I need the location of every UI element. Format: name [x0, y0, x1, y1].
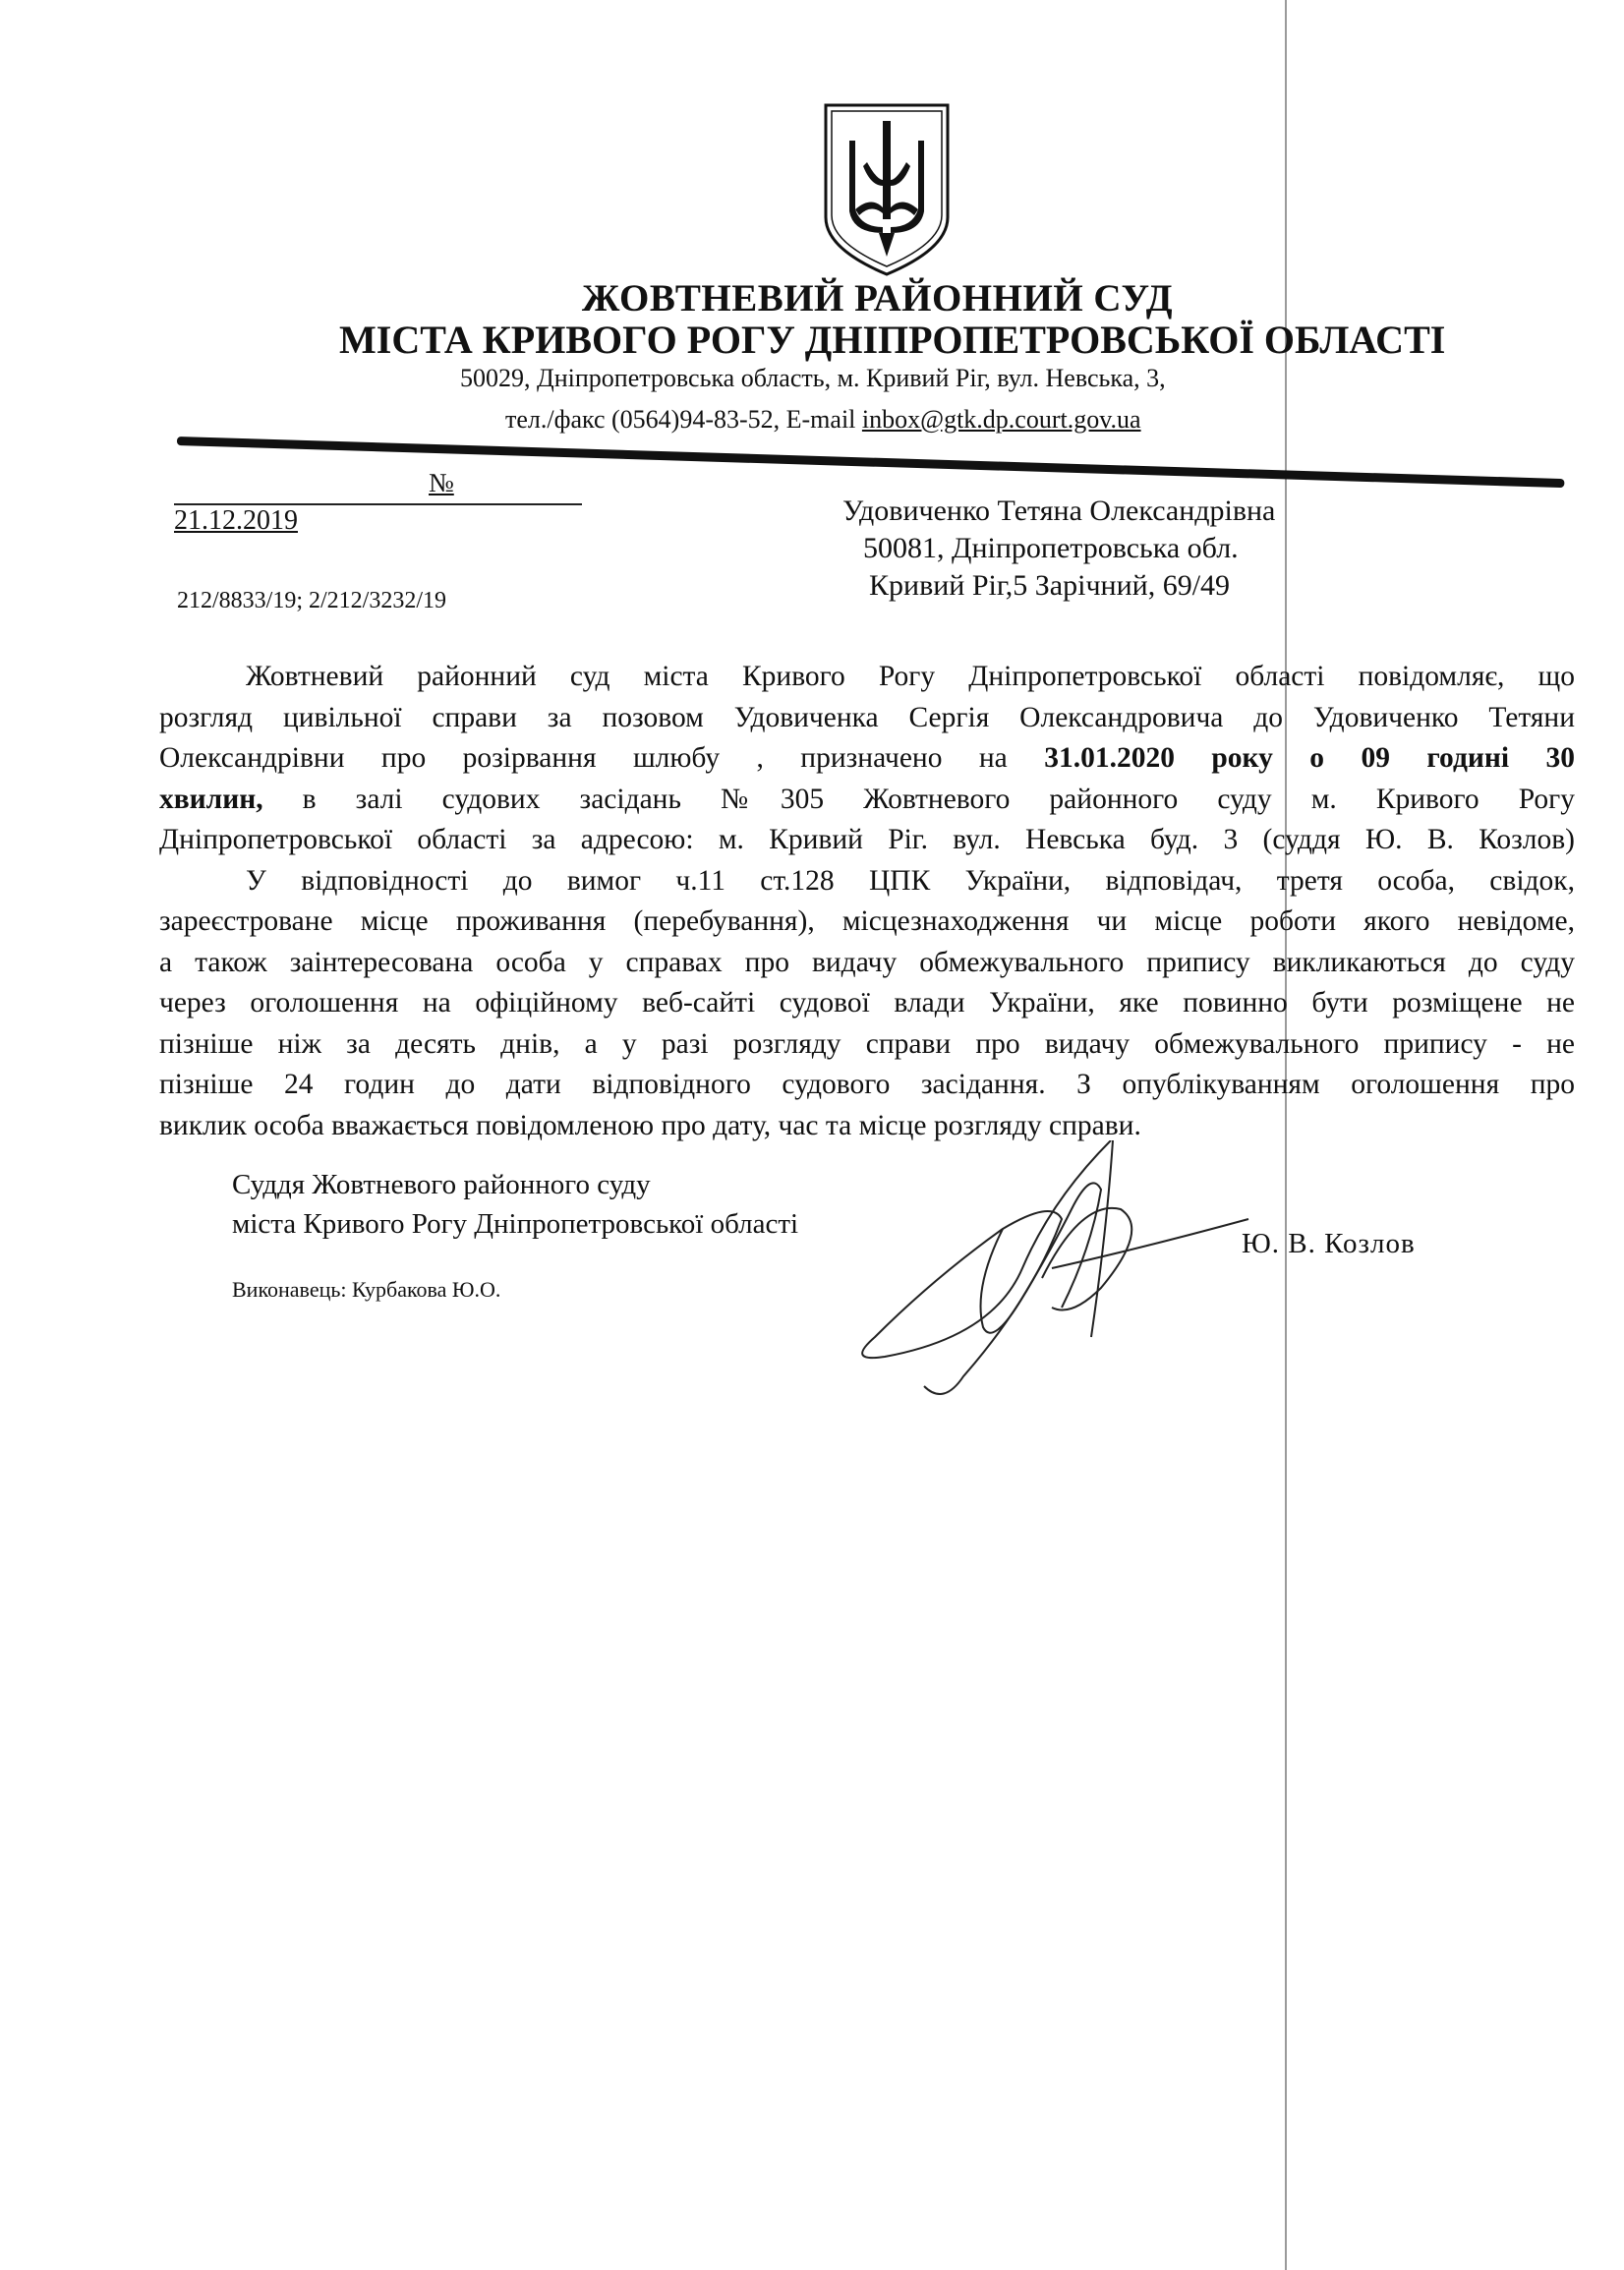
- body-line: [159, 698, 1575, 739]
- body-line: [159, 657, 1575, 698]
- court-address: 50029, Дніпропетровська область, м. Кривий Ріг, вул. Невська, 3,: [460, 364, 1166, 392]
- coat-of-arms-icon: [822, 101, 952, 278]
- body-text: а також заінтересована особа у справах про видачу обмежувального припису викликаються до суду: [159, 946, 1575, 978]
- body-line: [159, 820, 1575, 861]
- body-text-bold: хвилин,: [159, 783, 263, 815]
- court-name-line2: МІСТА КРИВОГО РОГУ ДНІПРОПЕТРОВСЬКОЇ ОБЛАСТІ: [339, 318, 1446, 362]
- recipient-address-line1: 50081, Дніпропетровська обл.: [863, 532, 1239, 564]
- recipient-name: Удовиченко Тетяна Олександрівна: [842, 495, 1276, 527]
- body-text: У відповідності до вимог ч.11 ст.128 ЦПК України, відповідач, третя особа, свідок,: [246, 864, 1575, 897]
- body-text: виклик особа вважається повідомленою про дату, час та місце розгляду справи.: [159, 1109, 1141, 1141]
- body-line: [159, 983, 1575, 1024]
- body-line: [159, 738, 1575, 780]
- notice-body: [159, 657, 1575, 1146]
- court-contacts: [505, 407, 1141, 433]
- phone-fax: тел./факс (0564)94-83-52, E-mail: [505, 405, 862, 434]
- body-line: [159, 780, 1575, 821]
- body-text: пізніше ніж за десять днів, а у разі розгляду справи про видачу обмежувального припису - не: [159, 1027, 1575, 1060]
- body-text: через оголошення на офіційному веб-сайті судової влади України, яке повинно бути розміщене не: [159, 987, 1575, 1019]
- body-line: [159, 943, 1575, 984]
- judge-name: Ю. В. Козлов: [1242, 1228, 1416, 1259]
- number-sign: №: [429, 468, 454, 497]
- court-name-line1: ЖОВТНЕВИЙ РАЙОННИЙ СУД: [581, 277, 1174, 320]
- body-line: [159, 1024, 1575, 1066]
- body-text: зареєстроване місце проживання (перебування), місцезнаходження чи місце роботи якого невідоме,: [159, 905, 1575, 937]
- body-text: Жовтневий районний суд міста Кривого Рогу Дніпропетровської області повідомляє, що: [246, 661, 1575, 692]
- executor: Виконавець: Курбакова Ю.О.: [232, 1277, 501, 1302]
- signature-title-line2: міста Кривого Рогу Дніпропетровської області: [232, 1208, 799, 1240]
- body-text: Олександрівни про розірвання шлюбу , призначено на: [159, 742, 1045, 774]
- body-text-bold: року о 09 годині 30: [1211, 742, 1575, 774]
- case-numbers: 212/8833/19; 2/212/3232/19: [177, 588, 447, 613]
- header-divider: [177, 437, 1565, 488]
- recipient-address-line2: Кривий Ріг,5 Зарічний, 69/49: [869, 569, 1231, 602]
- body-line: [159, 861, 1575, 902]
- body-text: в залі судових засідань №305 Жовтневого районного суду м. Кривого Рогу: [262, 783, 1575, 815]
- body-text: пізніше 24 годин до дати відповідного судового засідання. З опублікуванням оголошення про: [159, 1069, 1575, 1100]
- body-line: [159, 902, 1575, 943]
- body-text-bold: 31.01.2020: [1044, 742, 1212, 774]
- body-text: Дніпропетровської області за адресою: м. Кривий Ріг. вул. Невська буд. 3 (суддя Ю. В. Козлов): [159, 824, 1575, 855]
- body-text: розгляд цивільної справи за позовом Удовиченка Сергія Олександровича до Удовиченко Тетяни: [159, 701, 1575, 733]
- signature-title-line1: Суддя Жовтневого районного суду: [232, 1169, 651, 1200]
- letter-date: 21.12.2019: [174, 505, 298, 536]
- email-link[interactable]: inbox@gtk.dp.court.gov.ua: [861, 405, 1141, 434]
- body-line: [159, 1065, 1575, 1106]
- handwritten-signature: [855, 1140, 1268, 1406]
